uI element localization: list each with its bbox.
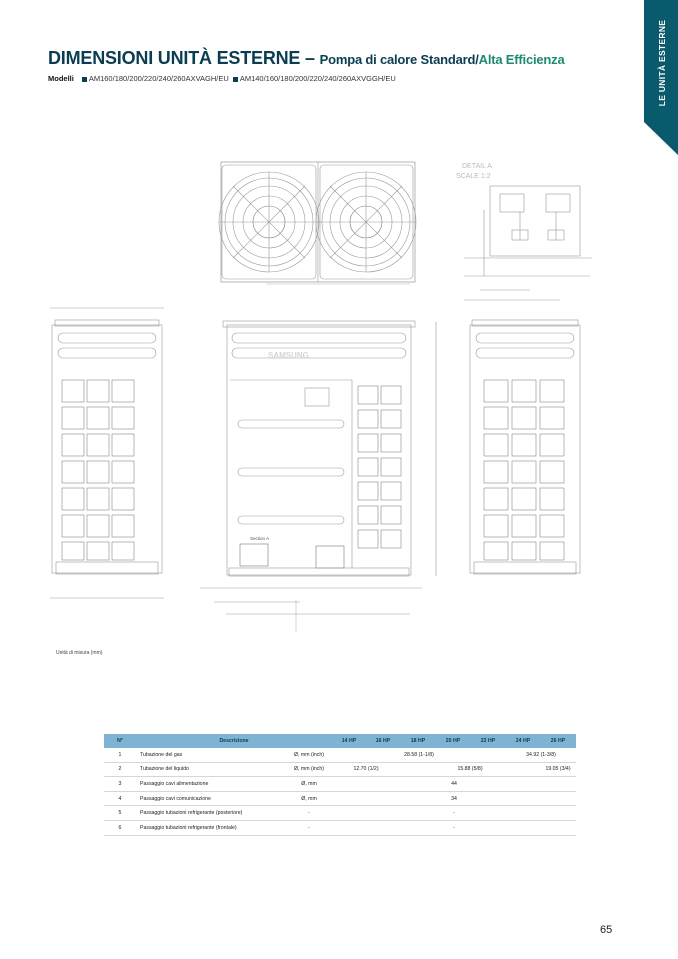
row-unit: Ø, mm (inch) (286, 762, 332, 777)
row-value: 34.92 (1-3/8) (506, 748, 576, 762)
row-description: Passaggio cavi comunicazione (136, 791, 286, 806)
row-description: Tubazione del liquido (136, 762, 286, 777)
row-description: Passaggio tubazioni refrigerante (posteriore) (136, 806, 286, 821)
top-view (219, 162, 416, 284)
detail-a-label: DETAIL A (462, 163, 492, 170)
title-subtitle-standard: Pompa di calore Standard/ (319, 52, 479, 67)
title-main: DIMENSIONI UNITÀ ESTERNE (48, 48, 301, 68)
row-value: 44 (332, 777, 576, 792)
table-row (104, 748, 576, 762)
row-value: 28.58 (1-1/8) (332, 748, 506, 762)
header-description: Descrizione (136, 734, 332, 748)
row-number: 4 (104, 791, 136, 806)
row-unit: Ø, mm (inch) (286, 748, 332, 762)
row-number: 3 (104, 777, 136, 792)
header-14hp: 14 HP (332, 734, 366, 748)
row-description: Tubazione del gas (136, 748, 286, 762)
table-row (104, 762, 576, 777)
title-separator: – (300, 48, 320, 68)
models-label: Modelli (48, 74, 74, 83)
side-tab-label: LE UNITÀ ESTERNE (657, 19, 667, 107)
row-unit: - (286, 806, 332, 821)
model-list-2: AM140/160/180/200/220/240/260AXVGGH/EU (239, 74, 396, 83)
row-number: 6 (104, 820, 136, 835)
brand-logo-text: SAMSUNG (268, 351, 309, 360)
header-24hp: 24 HP (506, 734, 540, 748)
row-number: 5 (104, 806, 136, 821)
table-row (104, 777, 576, 792)
right-side-view (470, 320, 580, 574)
row-unit: Ø, mm (286, 777, 332, 792)
spec-table (104, 734, 576, 836)
front-view (200, 321, 436, 632)
detail-scale-label: SCALE 1:2 (456, 173, 491, 180)
row-value: 15.88 (5/8) (400, 762, 540, 777)
title-subtitle-high-efficiency: Alta Efficienza (478, 52, 565, 67)
row-unit: - (286, 820, 332, 835)
model-list-1: AM160/180/200/220/240/260AXVAGH/EU (88, 74, 229, 83)
section-a-label: Section A (250, 536, 270, 541)
row-description: Passaggio cavi alimentazione (136, 777, 286, 792)
detail-a-view (456, 163, 592, 300)
table-row (104, 820, 576, 835)
row-value: 34 (332, 791, 576, 806)
row-description: Passaggio tubazioni refrigerante (frontale) (136, 820, 286, 835)
units-note: Unità di misura (mm) (56, 650, 103, 656)
table-header-row (104, 734, 576, 748)
header-number: N° (104, 734, 136, 748)
row-value: 19.05 (3/4) (540, 762, 576, 777)
row-unit: Ø, mm (286, 791, 332, 806)
table-row (104, 806, 576, 821)
page-number: 65 (600, 924, 613, 936)
header-16hp: 16 HP (366, 734, 400, 748)
header-18hp: 18 HP (400, 734, 436, 748)
left-side-view (50, 308, 164, 598)
row-value: - (332, 820, 576, 835)
header-22hp: 22 HP (470, 734, 506, 748)
header-26hp: 26 HP (540, 734, 576, 748)
row-value: - (332, 806, 576, 821)
header-20hp: 20 HP (436, 734, 470, 748)
table-row (104, 791, 576, 806)
row-value: 12.70 (1/2) (332, 762, 400, 777)
row-number: 2 (104, 762, 136, 777)
row-number: 1 (104, 748, 136, 762)
